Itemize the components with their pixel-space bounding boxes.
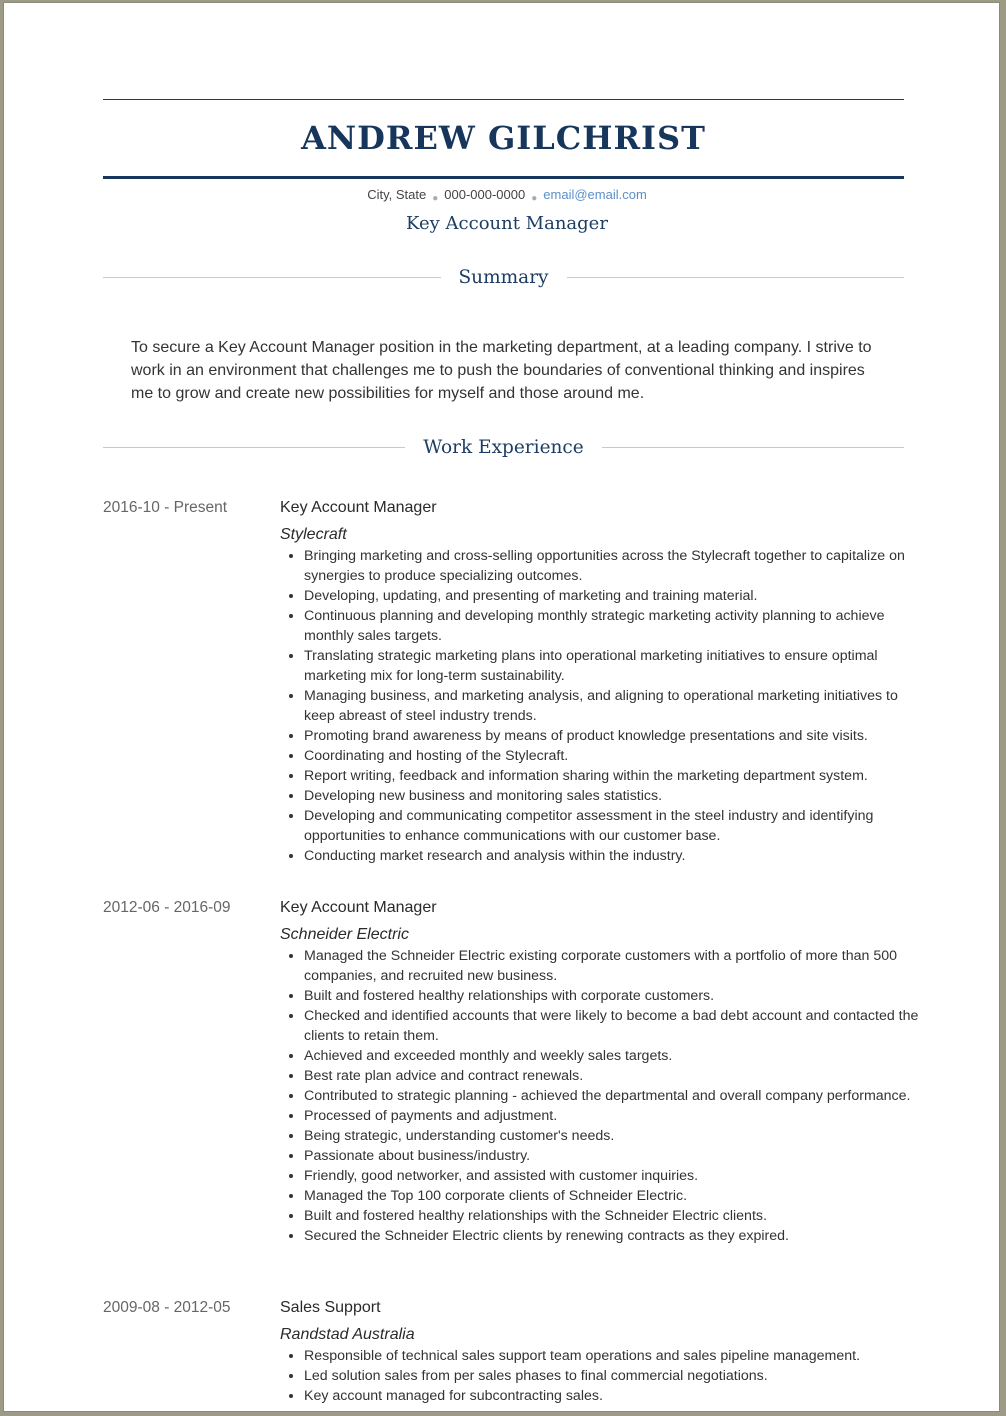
bullet-item: • Coordinating and hosting of the Stylecraft.: [304, 746, 928, 766]
contact-email[interactable]: email@email.com: [543, 187, 647, 202]
divider: [103, 447, 405, 448]
work-experience-section-title: [103, 435, 904, 459]
bullet-item: • Promoting brand awareness by means of product knowledge presentations and site visits.: [304, 726, 928, 746]
bullet-item: • Processed of payments and adjustment.: [304, 1106, 928, 1126]
bullet-item: • Conducting market research and analysis within the industry.: [304, 846, 928, 866]
summary-text: To secure a Key Account Manager position in the marketing department, at a leading company. I strive to work in an environment that challenges me to push the boundaries of conventional thinking and inspires me to grow and create new possibilities for myself and those around me.: [131, 339, 872, 402]
section-label: Summary: [458, 266, 549, 288]
bullet-item: • Bringing marketing and cross-selling opportunities across the Stylecraft together to capitalize on synergies to produce specializing outcomes.: [304, 546, 928, 586]
bullet-item: • Managed the Schneider Electric existing corporate customers with a portfolio of more than 500 companies, and recruited new business.: [304, 946, 928, 986]
summary-section-title: [103, 265, 904, 289]
job-title: Sales Support: [280, 1299, 381, 1316]
resume-page: [3, 2, 1000, 1412]
bullet-item: • Continuous planning and developing monthly strategic marketing activity planning to achieve monthly sales targets.: [304, 606, 928, 646]
job-headline: Key Account Manager: [406, 213, 608, 234]
bullet-item: • Led solution sales from per sales phases to final commercial negotiations.: [304, 1366, 928, 1386]
bullet-item: • Contributed to strategic planning - achieved the departmental and overall company performance.: [304, 1086, 928, 1106]
bullet-item: • Key account managed for subcontracting sales.: [304, 1386, 928, 1406]
job-company: Randstad Australia: [280, 1326, 415, 1343]
bullet-item: • Friendly, good networker, and assisted with customer inquiries.: [304, 1166, 928, 1186]
divider: [567, 277, 905, 278]
bullet-item: • Built and fostered healthy relationships with the Schneider Electric clients.: [304, 1206, 928, 1226]
job-title: Key Account Manager: [280, 899, 437, 916]
contact-phone: 000-000-0000: [444, 187, 526, 202]
job-company: Stylecraft: [280, 526, 347, 543]
contact-line: [4, 186, 1000, 206]
separator-dot-icon: ●: [531, 193, 538, 204]
bullet-item: • Checked and identified accounts that were likely to become a bad debt account and contacted the clients to retain them.: [304, 1006, 928, 1046]
bullet-item: • Secured the Schneider Electric clients by renewing contracts as they expired.: [304, 1226, 928, 1246]
bullet-item: • Built and fostered healthy relationships with corporate customers.: [304, 986, 928, 1006]
job-bullets: [280, 546, 928, 866]
bullet-item: • Achieved and exceeded monthly and weekly sales targets.: [304, 1046, 928, 1066]
bullet-item: • Managing business, and marketing analysis, and aligning to operational marketing initiatives to keep abreast of steel industry trends.: [304, 686, 928, 726]
candidate-name: ANDREW GILCHRIST: [301, 119, 706, 157]
divider: [602, 447, 904, 448]
bullet-item: • Developing and communicating competitor assessment in the steel industry and identifying opportunities to enhance communications with our customer base.: [304, 806, 928, 846]
bullet-item: • Report writing, feedback and information sharing within the marketing department system.: [304, 766, 928, 786]
bullet-item: • Best rate plan advice and contract renewals.: [304, 1066, 928, 1086]
bullet-item: • Being strategic, understanding customer's needs.: [304, 1126, 928, 1146]
bullet-item: • Passionate about business/industry.: [304, 1146, 928, 1166]
bullet-item: • Developing, updating, and presenting of marketing and training material.: [304, 586, 928, 606]
bullet-item: • Responsible of technical sales support team operations and sales pipeline management.: [304, 1346, 928, 1366]
contact-city: City, State: [367, 187, 427, 202]
job-date: 2012-06 - 2016-09: [103, 899, 231, 916]
bottom-rule: [103, 176, 904, 179]
job-bullets: [280, 946, 928, 1246]
job-date: 2016-10 - Present: [103, 499, 228, 516]
separator-dot-icon: ●: [432, 193, 439, 204]
bullet-item: • Developing new business and monitoring sales statistics.: [304, 786, 928, 806]
job-title: Key Account Manager: [280, 499, 437, 516]
bullet-item: • Managed the Top 100 corporate clients of Schneider Electric.: [304, 1186, 928, 1206]
name-block: [103, 99, 904, 179]
section-label: Work Experience: [423, 436, 584, 458]
job-bullets: [280, 1346, 928, 1406]
bullet-item: • Translating strategic marketing plans into operational marketing initiatives to ensure optimal marketing mix for long-term sustainability.: [304, 646, 928, 686]
job-date: 2009-08 - 2012-05: [103, 1299, 231, 1316]
divider: [103, 277, 441, 278]
job-company: Schneider Electric: [280, 926, 409, 943]
